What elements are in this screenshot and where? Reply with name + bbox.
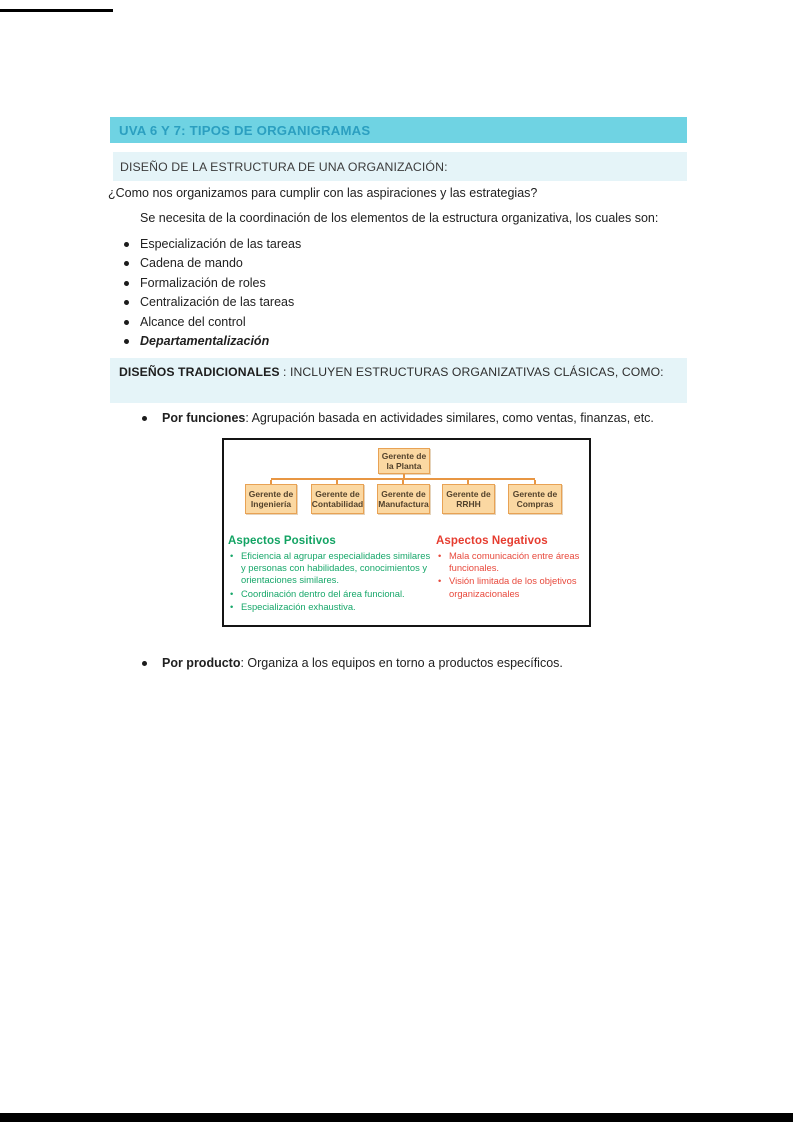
positive-item: • Coordinación dentro del área funcional. — [228, 588, 432, 600]
bullet-icon — [142, 661, 147, 666]
bullet-icon — [124, 300, 129, 305]
list-item — [124, 238, 301, 251]
org-child-box: Gerente de Manufactura — [377, 484, 430, 514]
item-label: Especialización de las tareas — [140, 237, 302, 251]
org-child-box: Gerente de RRHH — [442, 484, 495, 514]
org-child-box: Gerente de Contabilidad — [311, 484, 364, 514]
org-root-box: Gerente de la Planta — [378, 448, 430, 474]
bold-label: Por producto — [162, 656, 241, 670]
positives-list — [228, 550, 432, 613]
positives-title: Aspectos Positivos — [228, 535, 336, 547]
page-break-rule — [0, 9, 113, 12]
positive-item: • Especialización exhaustiva. — [228, 601, 432, 613]
org-child-box: Gerente de Ingeniería — [245, 484, 297, 514]
title-band — [110, 117, 687, 143]
negatives-title: Aspectos Negativos — [436, 535, 548, 547]
item-label: Alcance del control — [140, 314, 246, 329]
bold-label: Por funciones — [162, 411, 246, 425]
question-text: ¿Como nos organizamos para cumplir con las aspiraciones y las estrategias? — [108, 186, 538, 200]
bullet-icon — [124, 281, 129, 286]
bullet-icon — [124, 261, 129, 266]
negative-item: • Visión limitada de los objetivos organizacionales — [436, 575, 588, 599]
bullet-icon — [124, 320, 129, 325]
negatives-list — [436, 550, 588, 600]
list-item — [124, 316, 301, 329]
item-label: Departamentalización — [140, 333, 270, 348]
positive-item: • Eficiencia al agrupar especialidades similares y personas con habilidades, conocimientos y orientaciones similares. — [228, 550, 432, 587]
bullet-text — [162, 657, 563, 670]
bullet-icon — [124, 339, 129, 344]
bullet-icon — [142, 416, 147, 421]
connector-line — [403, 474, 405, 478]
bottom-page-edge — [0, 1113, 793, 1122]
list-item — [124, 257, 301, 270]
negative-item: • Mala comunicación entre áreas funcionales. — [436, 550, 588, 574]
org-child-box: Gerente de Compras — [508, 484, 562, 514]
item-label: Cadena de mando — [140, 256, 243, 271]
org-chart-figure — [222, 438, 591, 627]
elements-list — [124, 238, 301, 354]
subtitle-band — [113, 152, 687, 181]
list-item — [124, 296, 301, 309]
item-label: Formalización de roles — [140, 275, 266, 290]
bullet-icon — [124, 242, 129, 247]
description-text: : Agrupación basada en actividades similares, como ventas, finanzas, etc. — [245, 411, 654, 425]
negatives-column — [436, 535, 588, 601]
section-title-rest: : INCLUYEN ESTRUCTURAS ORGANIZATIVAS CLÁSICAS, COMO: — [279, 365, 664, 379]
list-item — [124, 335, 301, 348]
positives-column — [228, 535, 432, 614]
section-title-bold: DISEÑOS TRADICIONALES — [119, 365, 280, 379]
section-band — [110, 358, 687, 403]
intro-text: Se necesita de la coordinación de los elementos de la estructura organizativa, los cuales son: — [140, 211, 659, 225]
bullet-text — [162, 412, 654, 425]
product-structure-bullet — [142, 657, 563, 670]
functional-structure-bullet — [142, 412, 654, 425]
item-label: Centralización de las tareas — [140, 295, 295, 310]
subtitle-text: DISEÑO DE LA ESTRUCTURA DE UNA ORGANIZACIÓN: — [120, 159, 448, 174]
description-text: : Organiza a los equipos en torno a productos específicos. — [240, 656, 563, 670]
list-item — [124, 277, 301, 290]
page-title: UVA 6 Y 7: TIPOS DE ORGANIGRAMAS — [119, 122, 371, 138]
